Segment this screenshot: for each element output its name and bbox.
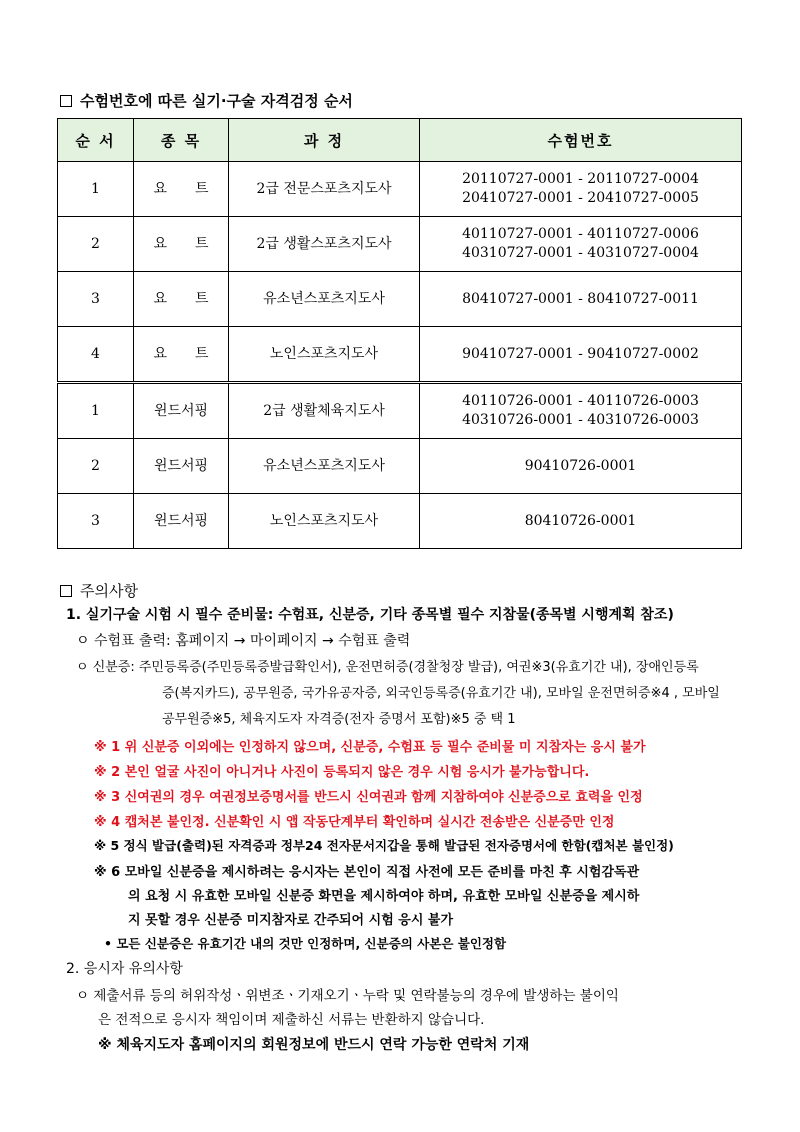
cell-sport: 윈드서핑 bbox=[134, 439, 229, 494]
checkbox-square-icon bbox=[60, 95, 72, 107]
section-notice-title: 주의사항 bbox=[60, 580, 138, 601]
table-header-row bbox=[58, 119, 742, 162]
header-course: 과 정 bbox=[229, 119, 420, 162]
id-list-line-2: 증(복지카드), 공무원증, 국가유공자증, 외국인등록증(유효기간 내), 모바일 운전면허증※4 , 모바일 bbox=[162, 686, 720, 701]
required-items-heading: 1. 실기구술 시험 시 필수 준비물: 수험표, 신분증, 기타 종목별 필수 지참물(종목별 시행계획 참조) bbox=[66, 607, 674, 623]
note-1: ※ 1 위 신분증 이외에는 인정하지 않으며, 신분증, 수험표 등 필수 준비물 미 지참자는 응시 불가 bbox=[94, 740, 646, 755]
id-list-line-3: 공무원증※5, 체육지도자 자격증(전자 증명서 포함)※5 중 택 1 bbox=[162, 712, 516, 727]
table-row bbox=[58, 217, 742, 272]
cell-exam-number: 80410727-0001 - 80410727-0011 bbox=[420, 272, 742, 327]
checkbox-square-icon bbox=[60, 585, 72, 597]
table-row bbox=[58, 494, 742, 549]
cell-sport: 요 트 bbox=[134, 272, 229, 327]
note-6-line-3: 지 못할 경우 신분증 미지참자로 간주되어 시험 응시 불가 bbox=[128, 913, 454, 928]
cell-exam-number: 20110727-0001 - 20110727-0004 20410727-0001 - 20410727-0005 bbox=[420, 162, 742, 217]
note-5: ※ 5 정식 발급(출력)된 자격증과 정부24 전자문서지갑을 통해 발급된 전자증명서에 한함(캡처본 불인정) bbox=[94, 838, 674, 853]
table-row bbox=[58, 327, 742, 383]
note-3: ※ 3 신여권의 경우 여권정보증명서를 반드시 신여권과 함께 지참하여야 신분증으로 효력을 인정 bbox=[94, 790, 643, 805]
cell-order: 4 bbox=[58, 327, 134, 383]
note-6-line-2: 의 요청 시 유효한 모바일 신분증 화면을 제시하여야 하며, 유효한 모바일 신분증을 제시하 bbox=[128, 889, 640, 904]
note-4: ※ 4 캡처본 불인정. 신분확인 시 앱 작동단계부터 확인하며 실시간 전송받은 신분증만 인정 bbox=[94, 815, 615, 830]
exam-order-table bbox=[57, 118, 742, 549]
cell-sport: 윈드서핑 bbox=[134, 494, 229, 549]
note-2: ※ 2 본인 얼굴 사진이 아니거나 사진이 등록되지 않은 경우 시험 응시가 불가능합니다. bbox=[94, 765, 590, 780]
table-row bbox=[58, 162, 742, 217]
submission-notice-line-1: ㅇ 제출서류 등의 허위작성ㆍ위변조ㆍ기재오기ㆍ누락 및 연락불능의 경우에 발생하는 불이익 bbox=[76, 988, 619, 1004]
cell-order: 3 bbox=[58, 494, 134, 549]
cell-exam-number: 90410726-0001 bbox=[420, 439, 742, 494]
cell-sport: 윈드서핑 bbox=[134, 383, 229, 439]
cell-exam-number: 40110727-0001 - 40110727-0006 40310727-0001 - 40310727-0004 bbox=[420, 217, 742, 272]
id-list-line-1: ㅇ 신분증: 주민등록증(주민등록증발급확인서), 운전면허증(경찰청장 발급), 여권※3(유효기간 내), 장애인등록 bbox=[76, 660, 699, 675]
header-exam-number: 수험번호 bbox=[420, 119, 742, 162]
cell-order: 2 bbox=[58, 217, 134, 272]
section-schedule-title: 수험번호에 따른 실기·구술 자격검정 순서 bbox=[60, 90, 353, 111]
submission-notice-line-2: 은 전적으로 응시자 책임이며 제출하신 서류는 반환하지 않습니다. bbox=[98, 1012, 485, 1028]
header-sport: 종 목 bbox=[134, 119, 229, 162]
cell-course: 2급 전문스포츠지도사 bbox=[229, 162, 420, 217]
table-row bbox=[58, 439, 742, 494]
cell-sport: 요 트 bbox=[134, 217, 229, 272]
cell-sport: 요 트 bbox=[134, 327, 229, 383]
table-row bbox=[58, 272, 742, 327]
table-row bbox=[58, 383, 742, 439]
cell-exam-number: 40110726-0001 - 40110726-0003 40310726-0001 - 40310726-0003 bbox=[420, 383, 742, 439]
cell-exam-number: 90410727-0001 - 90410727-0002 bbox=[420, 327, 742, 383]
cell-course: 유소년스포츠지도사 bbox=[229, 439, 420, 494]
cell-course: 노인스포츠지도사 bbox=[229, 327, 420, 383]
cell-course: 2급 생활스포츠지도사 bbox=[229, 217, 420, 272]
cell-order: 1 bbox=[58, 383, 134, 439]
candidate-notes-heading: 2. 응시자 유의사항 bbox=[66, 961, 183, 977]
contact-notice: ※ 체육지도자 홈페이지의 회원정보에 반드시 연락 가능한 연락처 기재 bbox=[98, 1037, 530, 1053]
cell-course: 2급 생활체육지도사 bbox=[229, 383, 420, 439]
cell-order: 2 bbox=[58, 439, 134, 494]
cell-exam-number: 80410726-0001 bbox=[420, 494, 742, 549]
note-6-line-1: ※ 6 모바일 신분증을 제시하려는 응시자는 본인이 직접 사전에 모든 준비를 마친 후 시험감독관 bbox=[94, 865, 640, 880]
cell-course: 노인스포츠지도사 bbox=[229, 494, 420, 549]
cell-course: 유소년스포츠지도사 bbox=[229, 272, 420, 327]
cell-order: 3 bbox=[58, 272, 134, 327]
header-order: 순 서 bbox=[58, 119, 134, 162]
cell-order: 1 bbox=[58, 162, 134, 217]
ticket-print-line: ㅇ 수험표 출력: 홈페이지 → 마이페이지 → 수험표 출력 bbox=[76, 633, 411, 649]
bullet-note: • 모든 신분증은 유효기간 내의 것만 인정하며, 신분증의 사본은 불인정함 bbox=[104, 936, 507, 951]
cell-sport: 요 트 bbox=[134, 162, 229, 217]
